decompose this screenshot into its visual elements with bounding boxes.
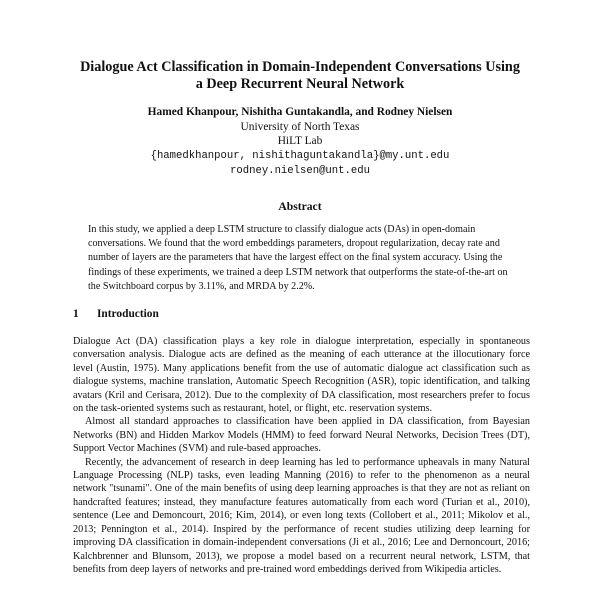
email-line-1: {hamedkhanpour, nishithaguntakandla}@my.unt.edu xyxy=(150,149,450,162)
author-block xyxy=(40,105,560,179)
abstract-heading: Abstract xyxy=(278,200,322,213)
paragraph: Recently, the advancement of research in deep learning has led to performance upheavals in many Natural Language Processing (NLP) tasks, even leading Manning (2016) to refer to the phenomenon as a neural network "tsunami". One of the main benefits of using deep learning approaches is that they are not as reliant on handcrafted features; instead, they manufacture features automatically from each word (Turian et al., 2010), sentence (Lee and Demoncourt, 2016; Kim, 2014), or even long texts (Collobert et al., 2011; Mikolov et al., 2013; Pennington et al., 2014). Inspired by the performance of recent studies utilizing deep learning for improving DA classification in domain-independent conversations (Ji et al., 2016; Lee and Dernoncourt, 2016; Kalchbrenner and Blunsom, 2013), we propose a model based on a recurrent neural network, LSTM, that benefits from deep layers of networks and pre-trained word embeddings derived from Wikipedia articles. xyxy=(73,456,530,575)
lab-name: HiLT Lab xyxy=(277,135,323,147)
section-title: Introduction xyxy=(97,308,159,320)
title-line-2: a Deep Recurrent Neural Network xyxy=(195,76,405,92)
abstract-text: In this study, we applied a deep LSTM structure to classify dialogue acts (DAs) in open-domain conversations. We found that the word embeddings parameters, dropout regularization, decay rate and number of layers are the parameters that have the largest effect on the final system accuracy. Using the findings of these experiments, we trained a deep LSTM network that outperforms the state-of-the-art on the Switchboard corpus by 3.11%, and MRDA by 2.2%. xyxy=(88,224,508,292)
title-line-1: Dialogue Act Classification in Domain-Independent Conversations Using xyxy=(80,59,520,75)
paper-title xyxy=(40,59,560,93)
author-names: Hamed Khanpour, Nishitha Guntakandla, and Rodney Nielsen xyxy=(147,106,453,118)
email-line-2: rodney.nielsen@unt.edu xyxy=(230,164,370,177)
section-heading xyxy=(73,308,159,320)
section-number: 1 xyxy=(73,308,79,320)
paragraph: Dialogue Act (DA) classification plays a key role in dialogue interpretation, especially in spontaneous conversation analysis. Dialogue acts are defined as the meaning of each utterance at the illocutionary force level (Austin, 1975). Many applications benefit from the use of automatic dialogue act classification such as dialogue systems, machine translation, Automatic Speech Recognition (ASR), topic identification, and talking avatars (Kril and Cerisara, 2012). Due to the complexity of DA classification, most researchers prefer to focus on the task-oriented systems such as restaurant, hotel, or flight, etc. reservation systems. xyxy=(73,336,530,415)
affiliation: University of North Texas xyxy=(240,120,360,133)
paragraph: Almost all standard approaches to classification have been applied in DA classification, from Bayesian Networks (BN) and Hidden Markov Models (HMM) to feed forward Neural Networks, Decision Trees (DT), Support Vector Machines (SVM) and rule-based approaches. xyxy=(73,416,530,455)
section-body xyxy=(73,335,530,576)
